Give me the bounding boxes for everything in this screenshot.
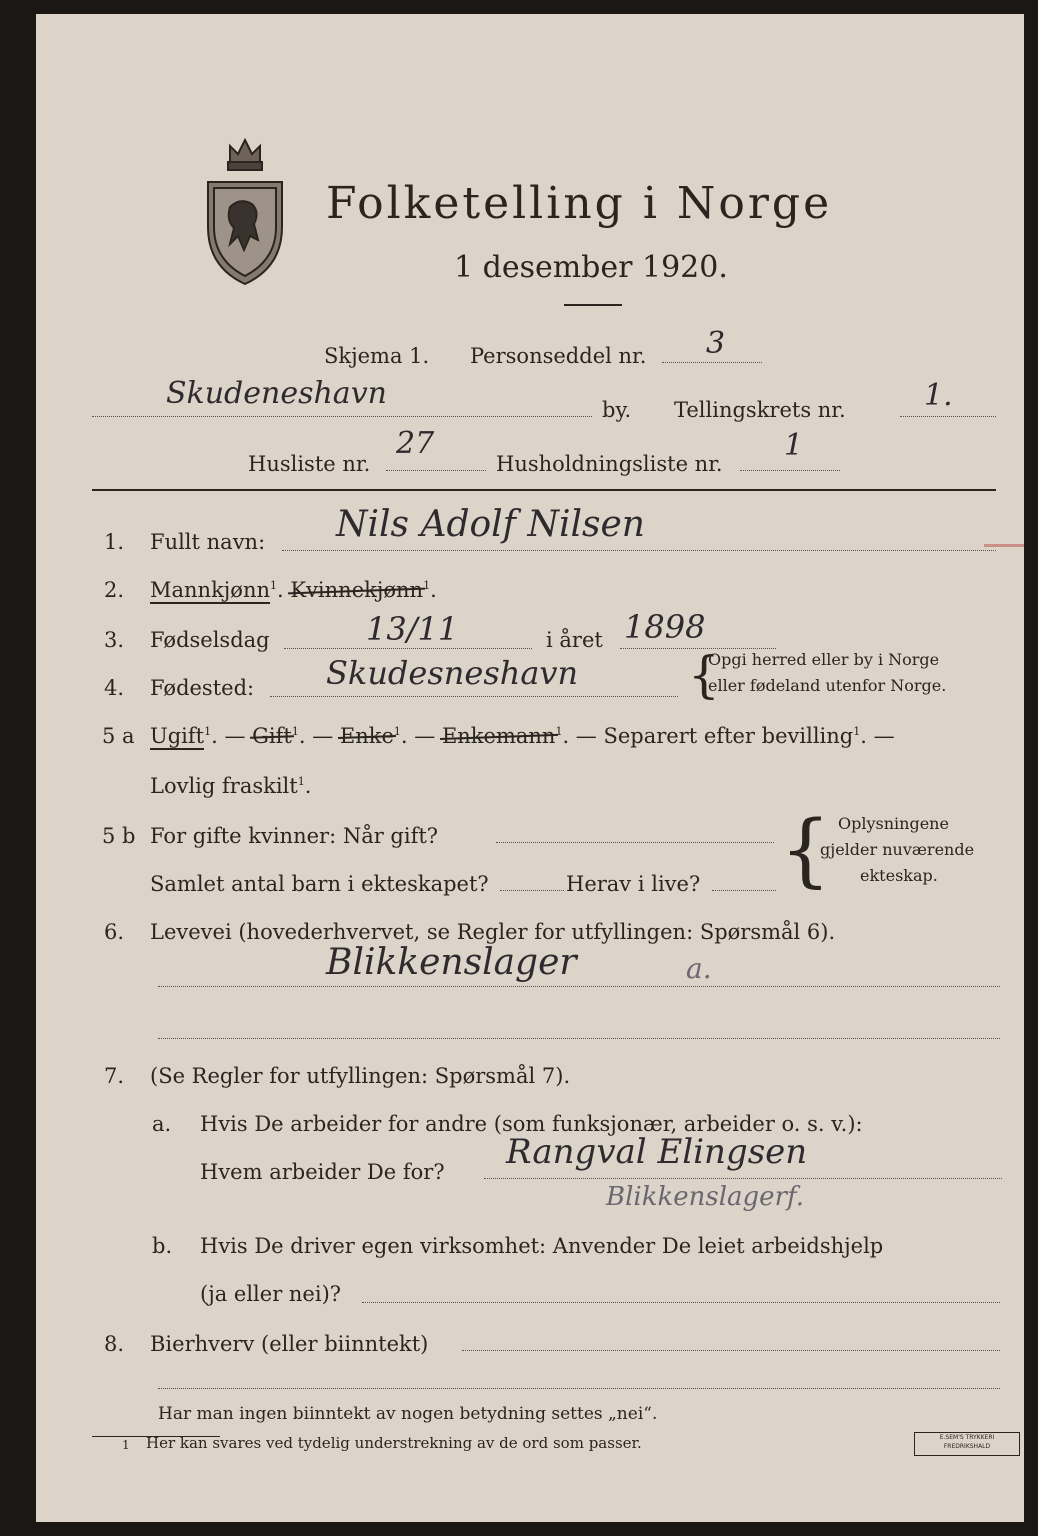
q8-line-2 — [158, 1388, 1000, 1389]
q1-label: Fullt navn: — [150, 530, 266, 554]
q5b-brace: { — [780, 803, 831, 896]
q3-number: 3. — [104, 628, 125, 652]
q5b-married-line — [496, 842, 774, 843]
q3-year-value[interactable]: 1898 — [624, 608, 706, 646]
tellingskrets-line — [900, 416, 996, 417]
q6-number: 6. — [104, 920, 125, 944]
q5a-ugift-option[interactable]: Ugift — [150, 724, 205, 748]
census-title: Folketelling i Norge — [326, 178, 833, 229]
q4-line — [270, 696, 678, 697]
q5a-separert-option[interactable]: — Separert efter bevilling — [575, 724, 854, 748]
q7-number: 7. — [104, 1064, 125, 1088]
printer-line-1: E.SEM'S TRYKKERI — [939, 1434, 995, 1441]
printer-mark — [914, 1432, 1020, 1456]
q4-label: Fødested: — [150, 676, 255, 700]
q3-year-label: i året — [546, 628, 603, 652]
q5a-options: Ugift$^1$. — Gift$^1$. — Enke$^1$. — Enkemann$^1$. — Separert efter bevilling$^1$. — — [150, 724, 895, 748]
q3-value[interactable]: 13/11 — [366, 610, 459, 648]
q3-date-line — [284, 648, 532, 649]
q5b-children-label: Samlet antal barn i ekteskapet? — [150, 872, 489, 896]
title-divider — [564, 304, 622, 306]
q7a-value[interactable]: Rangval Elingsen — [506, 1132, 808, 1172]
q6-value-mark: a. — [686, 952, 712, 985]
q5a-number: 5 a — [102, 724, 135, 748]
town-value[interactable]: Skudeneshavn — [166, 376, 387, 411]
by-label: by. — [602, 398, 632, 422]
footnote-text: Her kan svares ved tydelig understrekning av de ord som passer. — [146, 1434, 642, 1452]
header-divider — [92, 489, 996, 491]
q5b-note-line-1: Oplysningene — [838, 814, 949, 833]
q2-number: 2. — [104, 578, 125, 602]
footnote-mark: 1 — [122, 1438, 130, 1452]
husholdning-label: Husholdningsliste nr. — [496, 452, 723, 476]
q5b-note-line-3: ekteskap. — [860, 866, 938, 885]
q8-note: Har man ingen biinntekt av nogen betydning settes „nei“. — [158, 1404, 658, 1424]
q8-line — [462, 1350, 1000, 1351]
personseddel-value[interactable]: 3 — [706, 326, 726, 361]
q5a-fraskilt-line: Lovlig fraskilt$^1$. — [150, 774, 312, 798]
q8-number: 8. — [104, 1332, 125, 1356]
personseddel-line — [662, 362, 762, 363]
husholdning-line — [740, 470, 840, 471]
q6-label: Levevei (hovederhvervet, se Regler for utfyllingen: Spørsmål 6). — [150, 920, 836, 944]
norwegian-lion-coat-of-arms-icon — [200, 132, 290, 292]
q8-label: Bierhverv (eller biinntekt) — [150, 1332, 429, 1356]
q2-options: Mannkjønn$^1$. Kvinnekjønn$^1$. — [150, 578, 437, 602]
census-form-page — [36, 14, 1024, 1522]
tellingskrets-label: Tellingskrets nr. — [674, 398, 846, 422]
q6-value[interactable]: Blikkenslager — [326, 942, 577, 983]
q7a-label: Hvis De arbeider for andre (som funksjonær, arbeider o. s. v.): — [200, 1112, 863, 1136]
q7b-label: Hvis De driver egen virksomhet: Anvender De leiet arbeidshjelp — [200, 1234, 884, 1258]
printer-line-2: FREDRIKSHALD — [943, 1443, 991, 1450]
q4-note-line-2: eller fødeland utenfor Norge. — [708, 676, 947, 695]
q5b-number: 5 b — [102, 824, 136, 848]
q7b-letter: b. — [152, 1234, 173, 1258]
q7a-value-2[interactable]: Blikkenslagerf. — [606, 1182, 804, 1212]
q5a-enkemann-option[interactable]: Enkemann — [441, 724, 556, 748]
q5b-label: For gifte kvinner: Når gift? — [150, 824, 439, 848]
q4-number: 4. — [104, 676, 125, 700]
q7a-sub-label: Hvem arbeider De for? — [200, 1160, 445, 1184]
q5a-enke-option[interactable]: Enke — [339, 724, 394, 748]
q5a-gift-option[interactable]: Gift — [252, 724, 292, 748]
q7a-letter: a. — [152, 1112, 172, 1136]
q7a-line — [484, 1178, 1002, 1179]
census-date: 1 desember 1920. — [454, 250, 728, 285]
q6-line-2 — [158, 1038, 1000, 1039]
personseddel-label: Personseddel nr. — [470, 344, 647, 368]
husliste-value[interactable]: 27 — [396, 426, 435, 461]
skjema-label: Skjema 1. — [324, 344, 430, 368]
q5b-children-line — [500, 890, 564, 891]
q5b-note-line-2: gjelder nuværende — [820, 840, 975, 859]
q1-line — [282, 550, 996, 551]
q7b-line — [362, 1302, 1000, 1303]
q4-value[interactable]: Skudesneshavn — [326, 654, 579, 692]
q1-number: 1. — [104, 530, 125, 554]
q2-male-option[interactable]: Mannkjønn — [150, 578, 271, 602]
town-line — [92, 416, 592, 417]
q7-label: (Se Regler for utfyllingen: Spørsmål 7). — [150, 1064, 571, 1088]
q3-label: Fødselsdag — [150, 628, 270, 652]
q4-note-line-1: Opgi herred eller by i Norge — [708, 650, 940, 669]
pencil-mark — [984, 544, 1024, 547]
q2-female-option[interactable]: Kvinnekjønn — [290, 578, 424, 602]
q7b-sub-label: (ja eller nei)? — [200, 1282, 342, 1306]
q4-brace: { — [688, 646, 720, 704]
q5a-fraskilt-option[interactable]: Lovlig fraskilt — [150, 774, 298, 798]
q1-value[interactable]: Nils Adolf Nilsen — [336, 504, 645, 545]
q5b-alive-line — [712, 890, 776, 891]
husholdning-value[interactable]: 1 — [784, 428, 804, 463]
q5b-alive-label: Herav i live? — [566, 872, 701, 896]
tellingskrets-value[interactable]: 1. — [924, 378, 953, 413]
husliste-line — [386, 470, 486, 471]
husliste-label: Husliste nr. — [248, 452, 371, 476]
q6-line-1 — [158, 986, 1000, 987]
